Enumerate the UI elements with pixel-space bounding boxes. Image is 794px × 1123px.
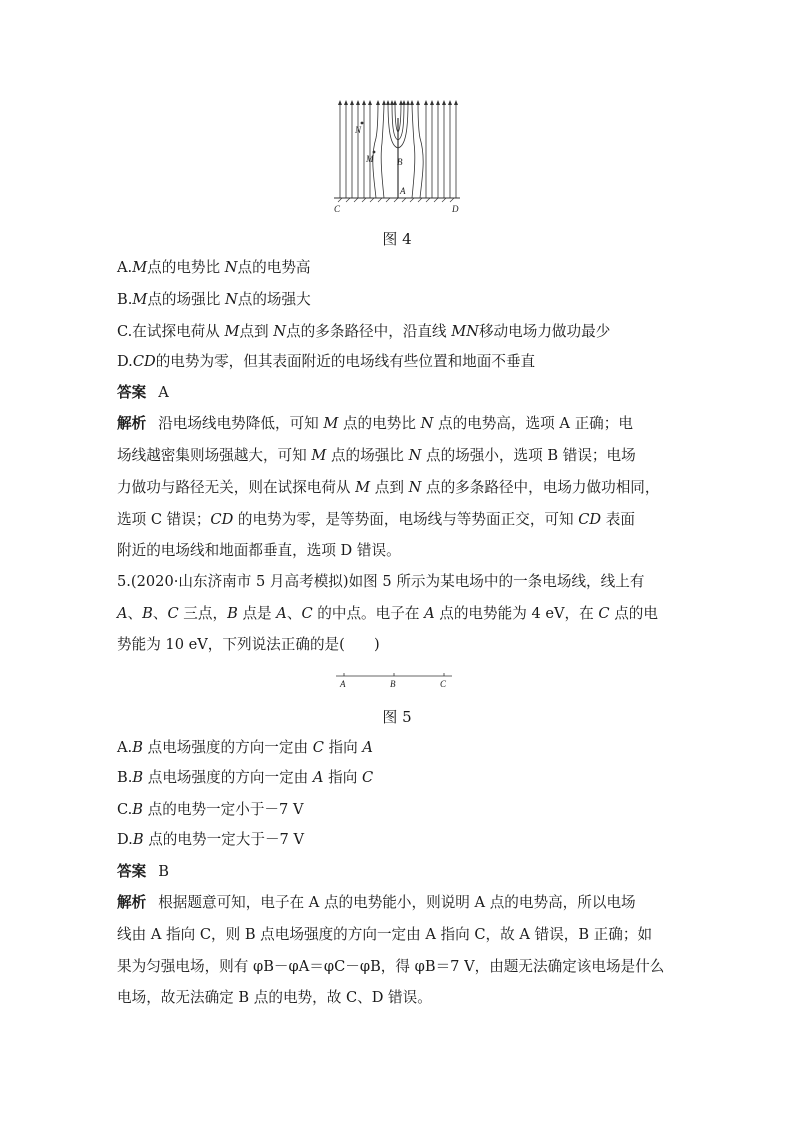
q5-option-c: C.B 点的电势一定小于－7 V: [117, 801, 304, 818]
q4-analysis-line-3: 力做功与路径无关，则在试探电荷从 M 点到 N 点的多条路径中，电场力做功相同，: [117, 479, 660, 496]
fig4-label-b: B: [397, 157, 403, 167]
q4-analysis-line-1: 解析 沿电场线电势降低，可知 M 点的电势比 N 点的电势高，选项 A 正确；电: [117, 415, 633, 432]
q5-stem-line-2: A、B、C 三点，B 点是 A、C 的中点。电子在 A 点的电势能为 4 eV，在 C 点的电: [117, 605, 658, 622]
q5-analysis-line-1: 解析 根据题意可知，电子在 A 点的电势能小，则说明 A 点的电势高，所以电场: [117, 894, 636, 911]
q5-option-a: A.B 点电场强度的方向一定由 C 指向 A: [117, 739, 373, 756]
q4-option-d: D.CD的电势为零，但其表面附近的电场线有些位置和地面不垂直: [117, 353, 536, 370]
figure-4-caption: 图 4: [382, 230, 412, 248]
figure-5-caption: 图 5: [382, 708, 412, 726]
fig4-label-d: D: [452, 204, 459, 214]
q4-option-c: C.在试探电荷从 M点到 N点的多条路径中，沿直线 MN移动电场力做功最少: [117, 323, 611, 340]
q5-option-d: D.B 点的电势一定大于－7 V: [117, 831, 305, 848]
q5-analysis-line-4: 电场，故无法确定 B 点的电势，故 C、D 错误。: [117, 989, 432, 1006]
q5-answer: 答案 B: [117, 863, 169, 880]
q4-option-b: B.M点的场强比 N点的场强大: [117, 291, 311, 308]
q4-option-a: A.M点的电势比 N点的电势高: [117, 259, 311, 276]
fig4-label-m: M: [366, 154, 374, 164]
q4-answer: 答案 A: [117, 384, 169, 401]
q5-analysis-line-2: 线由 A 指向 C，则 B 点电场强度的方向一定由 A 指向 C，故 A 错误，B 正确；如: [117, 926, 653, 943]
q5-stem-line-1: 5.(2020·山东济南市 5 月高考模拟)如图 5 所示为某电场中的一条电场线，线上有: [117, 573, 645, 590]
figure-5-field-line: [330, 668, 458, 692]
fig5-label-b: B: [390, 679, 396, 689]
fig5-label-c: C: [440, 679, 447, 689]
q4-analysis-line-2: 场线越密集则场强越大，可知 M 点的场强比 N 点的场强小，选项 B 错误；电场: [117, 447, 636, 464]
q5-option-b: B.B 点电场强度的方向一定由 A 指向 C: [117, 769, 374, 786]
q5-stem-line-3: 势能为 10 eV，下列说法正确的是( ): [117, 636, 380, 653]
fig5-label-a: A: [340, 679, 346, 689]
figure-4-field-lines: [330, 98, 466, 218]
fig4-label-a: A: [400, 186, 406, 196]
q5-analysis-line-3: 果为匀强电场，则有 φB－φA＝φC－φB，得 φB＝7 V，由题无法确定该电场是什么: [117, 958, 665, 975]
fig4-label-n: N: [355, 125, 362, 135]
fig4-label-c: C: [334, 204, 341, 214]
q4-analysis-line-4: 选项 C 错误；CD 的电势为零，是等势面，电场线与等势面正交，可知 CD 表面: [117, 511, 635, 528]
q4-analysis-line-5: 附近的电场线和地面都垂直，选项 D 错误。: [117, 542, 401, 559]
